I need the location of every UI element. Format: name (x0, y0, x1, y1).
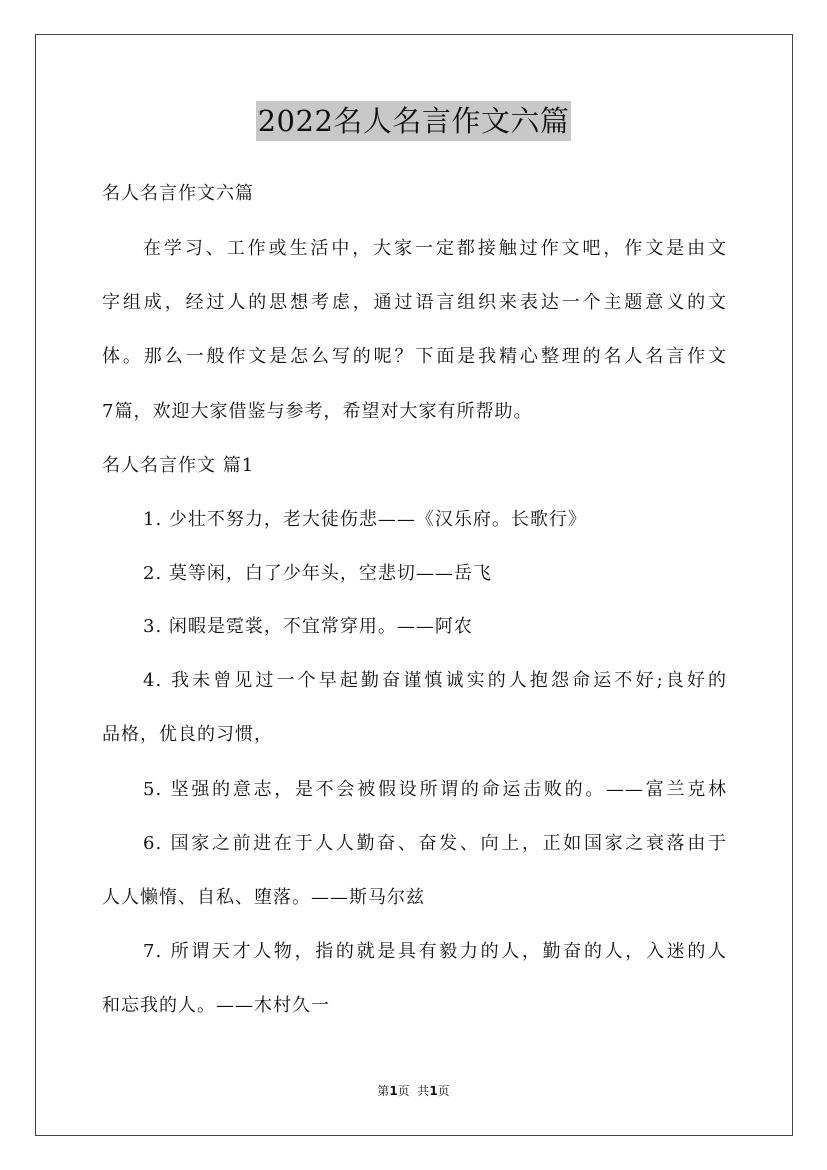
quote-line-6: 6. 国家之前进在于人人勤奋、奋发、向上，正如国家之衰落由于 (143, 833, 727, 854)
footer-page-number: 1 (389, 1084, 398, 1098)
quote-line-4-cont: 品格，优良的习惯， (102, 724, 273, 745)
section-heading: 名人名言作文 篇1 (102, 455, 255, 476)
page-footer (0, 1083, 827, 1099)
intro-line-2: 字组成，经过人的思想考虑，通过语言组织来表达一个主题意义的文 (102, 292, 727, 313)
quote-line-5: 5. 坚强的意志，是不会被假设所谓的命运击败的。——富兰克林 (143, 779, 727, 800)
quote-line-4: 4. 我未曾见过一个早起勤奋谨慎诚实的人抱怨命运不好;良好的 (143, 670, 727, 691)
title-container (0, 101, 827, 141)
footer-label-post: 页 (437, 1084, 450, 1098)
quote-line-1: 1. 少壮不努力，老大徒伤悲——《汉乐府。长歌行》 (143, 509, 587, 530)
document-title: 2022名人名言作文六篇 (256, 101, 572, 141)
document-subtitle: 名人名言作文六篇 (102, 183, 254, 204)
quote-line-7: 7. 所谓天才人物，指的就是具有毅力的人，勤奋的人，入迷的人 (143, 941, 727, 962)
quote-line-7-cont: 和忘我的人。——木村久一 (102, 995, 330, 1016)
quote-line-2: 2. 莫等闲，白了少年头，空悲切——岳飞 (143, 563, 492, 584)
quote-line-6-cont: 人人懒惰、自私、堕落。——斯马尔兹 (102, 887, 425, 908)
footer-label-mid: 页 共 (397, 1084, 430, 1098)
intro-line-4: 7篇，欢迎大家借鉴与参考，希望对大家有所帮助。 (102, 401, 533, 422)
footer-label-pre: 第 (377, 1084, 390, 1098)
intro-line-3: 体。那么一般作文是怎么写的呢？下面是我精心整理的名人名言作文 (102, 346, 727, 367)
intro-line-1: 在学习、工作或生活中，大家一定都接触过作文吧，作文是由文 (143, 238, 727, 259)
footer-page-total: 1 (429, 1084, 438, 1098)
quote-line-3: 3. 闲暇是霓裳，不宜常穿用。——阿农 (143, 616, 473, 637)
